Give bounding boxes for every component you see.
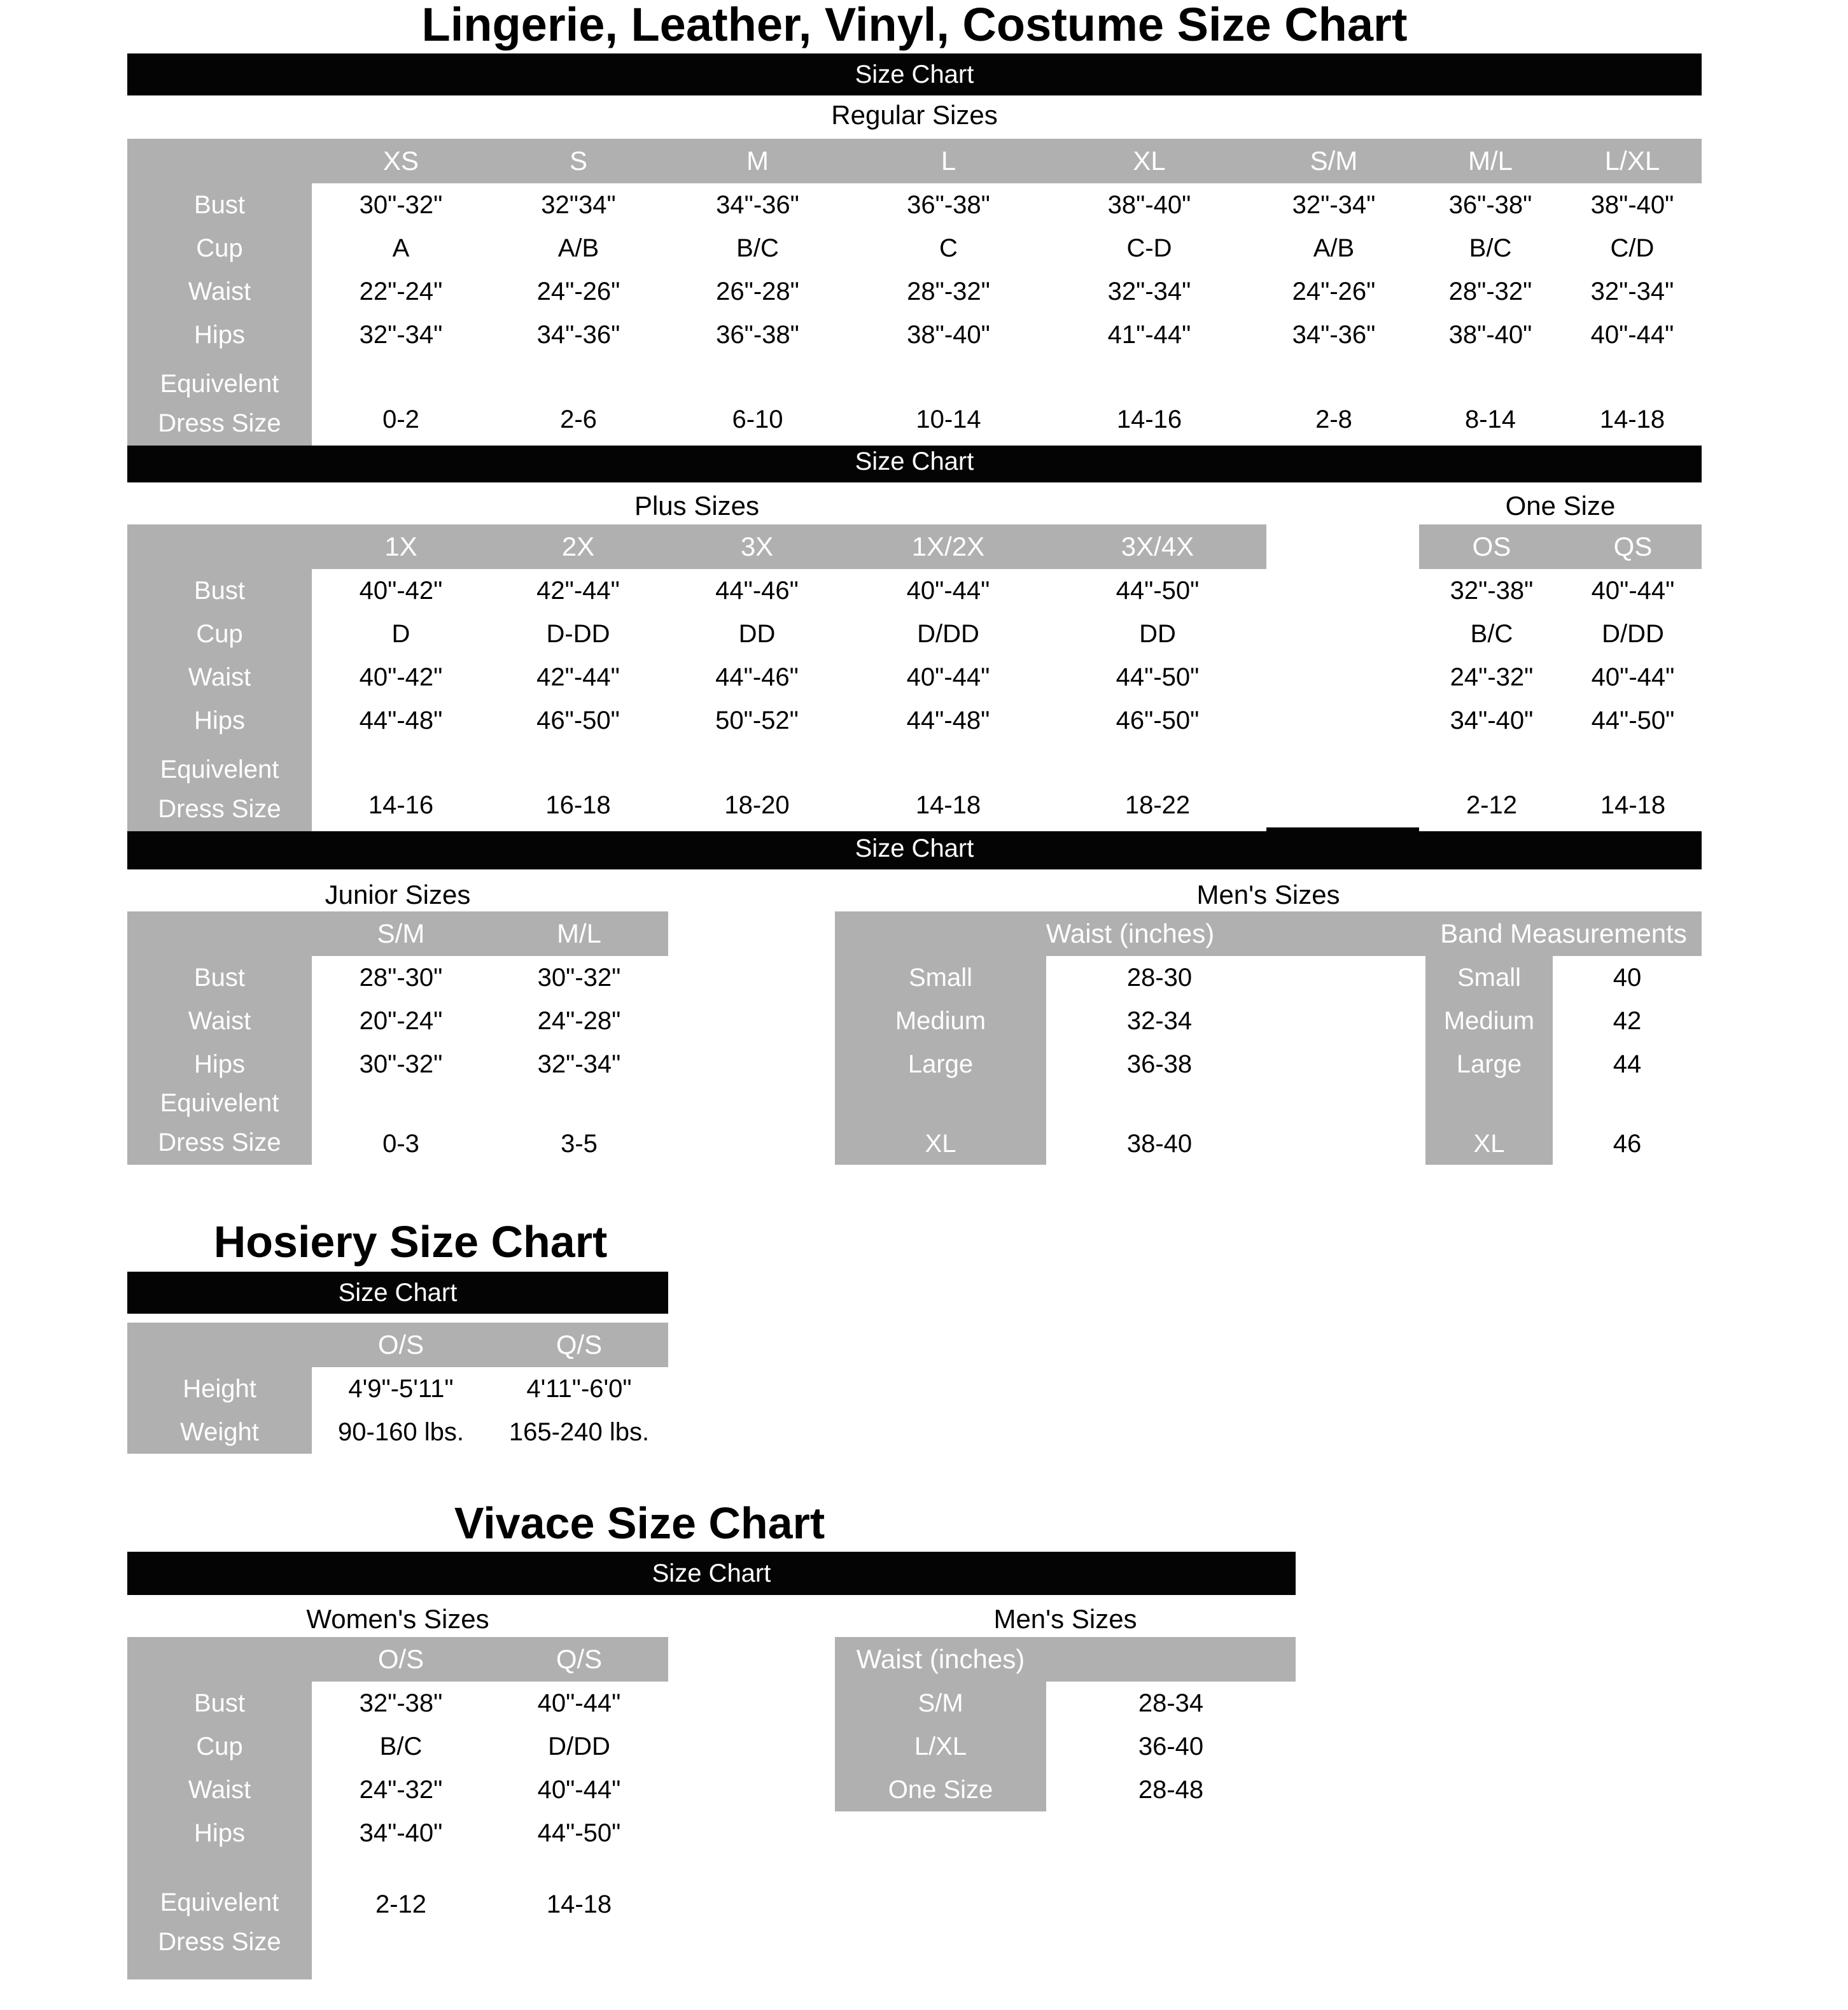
row-label: Cup xyxy=(127,227,312,270)
value-cell: 2-12 xyxy=(312,1855,490,1979)
row-label: Waist xyxy=(127,656,312,699)
corner-cell xyxy=(127,139,312,183)
value-cell: D/DD xyxy=(848,612,1049,656)
hosiery-table xyxy=(127,1323,668,1454)
row-label xyxy=(127,1086,312,1165)
value-cell: 28-30 xyxy=(1046,956,1273,999)
value-cell: B/C xyxy=(667,227,848,270)
mens-sizes-heading: Men's Sizes xyxy=(1196,880,1340,910)
value-cell: B/C xyxy=(1418,227,1563,270)
plus-sizes-heading: Plus Sizes xyxy=(634,491,760,521)
value-cell: 18-20 xyxy=(666,742,848,831)
column-header: XS xyxy=(312,139,490,183)
value-cell: 44"-50" xyxy=(490,1811,668,1855)
value-cell: B/C xyxy=(1419,612,1564,656)
value-cell: 0-3 xyxy=(312,1086,490,1165)
value-cell: 44"-48" xyxy=(312,699,490,742)
size-chart-bar: Size Chart xyxy=(127,827,1702,869)
value-cell: 44"-50" xyxy=(1049,656,1266,699)
value-cell: 30"-32" xyxy=(312,1043,490,1086)
filler-cell xyxy=(1273,999,1425,1043)
value-cell: 0-2 xyxy=(312,356,490,446)
row-label: L/XL xyxy=(835,1725,1046,1768)
value-cell: 32"-38" xyxy=(1419,569,1564,612)
corner-cell xyxy=(127,911,312,956)
value-cell: 46"-50" xyxy=(490,699,666,742)
value-cell: 44"-50" xyxy=(1564,699,1702,742)
row-label: Waist xyxy=(127,999,312,1043)
column-header: M/L xyxy=(1418,139,1563,183)
value-cell: 40"-44" xyxy=(1564,569,1702,612)
value-cell: 2-8 xyxy=(1250,356,1418,446)
value-cell: 16-18 xyxy=(490,742,666,831)
row-label: Bust xyxy=(127,1682,312,1725)
column-header: O/S xyxy=(312,1637,490,1682)
row-label xyxy=(127,1855,312,1979)
size-chart-bar: Size Chart xyxy=(127,1272,668,1314)
column-header: OS xyxy=(1419,524,1564,569)
column-header: L/XL xyxy=(1563,139,1702,183)
column-header: 1X xyxy=(312,524,490,569)
value-cell: 28-34 xyxy=(1046,1682,1296,1725)
value-cell: 44"-48" xyxy=(848,699,1049,742)
value-cell: 6-10 xyxy=(667,356,848,446)
value-cell: 40"-44" xyxy=(490,1682,668,1725)
vivace-mens-table xyxy=(835,1637,1296,1811)
corner-cell xyxy=(127,1637,312,1682)
row-label: Small xyxy=(1425,956,1553,999)
corner-cell xyxy=(127,1323,312,1367)
value-cell: B/C xyxy=(312,1725,490,1768)
value-cell: 30"-32" xyxy=(312,183,490,227)
size-chart-bar: Size Chart xyxy=(127,1552,1296,1595)
row-label xyxy=(127,742,312,831)
value-cell: 36"-38" xyxy=(1418,183,1563,227)
row-label: Weight xyxy=(127,1410,312,1454)
one-size-heading: One Size xyxy=(1505,491,1616,521)
row-label-line: Dress Size xyxy=(158,1928,281,1956)
value-cell: 32-34 xyxy=(1046,999,1273,1043)
value-cell: C-D xyxy=(1049,227,1250,270)
row-label: Hips xyxy=(127,313,312,356)
value-cell: 20"-24" xyxy=(312,999,490,1043)
column-header: S xyxy=(490,139,667,183)
row-label: Hips xyxy=(127,699,312,742)
value-cell: 32"-34" xyxy=(312,313,490,356)
value-cell: 46 xyxy=(1553,1086,1702,1165)
one-size-table xyxy=(1419,524,1702,831)
value-cell: 42"-44" xyxy=(490,656,666,699)
column-header: L xyxy=(848,139,1049,183)
value-cell: 40"-44" xyxy=(848,656,1049,699)
value-cell: 44"-50" xyxy=(1049,569,1266,612)
value-cell: 34"-36" xyxy=(490,313,667,356)
value-cell: DD xyxy=(666,612,848,656)
row-label: One Size xyxy=(835,1768,1046,1811)
value-cell: 24"-26" xyxy=(1250,270,1418,313)
size-chart-bar: Size Chart xyxy=(127,440,1702,482)
value-cell: A/B xyxy=(490,227,667,270)
value-cell: 38"-40" xyxy=(848,313,1049,356)
row-label-line: Equivelent xyxy=(160,370,279,398)
column-header: QS xyxy=(1564,524,1702,569)
row-label-line: Equivelent xyxy=(160,756,279,784)
value-cell: 40"-44" xyxy=(1563,313,1702,356)
row-label-line: Dress Size xyxy=(158,409,281,437)
value-cell: 32"-34" xyxy=(1563,270,1702,313)
value-cell: 14-18 xyxy=(1564,742,1702,831)
value-cell: 2-12 xyxy=(1419,742,1564,831)
row-label: Waist xyxy=(127,270,312,313)
row-label: Bust xyxy=(127,569,312,612)
value-cell: 8-14 xyxy=(1418,356,1563,446)
value-cell: 40"-44" xyxy=(848,569,1049,612)
value-cell: DD xyxy=(1049,612,1266,656)
row-label: Height xyxy=(127,1367,312,1410)
vivace-mens-heading: Men's Sizes xyxy=(993,1604,1137,1634)
value-cell: 165-240 lbs. xyxy=(490,1410,668,1454)
column-header: O/S xyxy=(312,1323,490,1367)
value-cell: 41"-44" xyxy=(1049,313,1250,356)
value-cell: 40"-44" xyxy=(490,1768,668,1811)
value-cell: 34"-40" xyxy=(1419,699,1564,742)
value-cell: D/DD xyxy=(490,1725,668,1768)
column-header: XL xyxy=(1049,139,1250,183)
vivace-womens-heading: Women's Sizes xyxy=(306,1604,489,1634)
value-cell: 32"-34" xyxy=(1049,270,1250,313)
row-label: XL xyxy=(835,1086,1046,1165)
column-header: 3X/4X xyxy=(1049,524,1266,569)
value-cell: D/DD xyxy=(1564,612,1702,656)
row-label: Cup xyxy=(127,1725,312,1768)
value-cell: 40"-42" xyxy=(312,569,490,612)
value-cell: 42"-44" xyxy=(490,569,666,612)
value-cell: D-DD xyxy=(490,612,666,656)
column-header: Band Measurements xyxy=(1425,911,1702,956)
value-cell: 30"-32" xyxy=(490,956,668,999)
filler-cell xyxy=(1046,1637,1296,1682)
value-cell: 34"-40" xyxy=(312,1811,490,1855)
column-header: M/L xyxy=(490,911,668,956)
column-header: 2X xyxy=(490,524,666,569)
value-cell: 38"-40" xyxy=(1418,313,1563,356)
regular-sizes-table xyxy=(127,139,1702,446)
value-cell: 36"-38" xyxy=(667,313,848,356)
row-label-line: Equivelent xyxy=(160,1888,279,1916)
value-cell: 32"34" xyxy=(490,183,667,227)
value-cell: 22"-24" xyxy=(312,270,490,313)
column-header: 3X xyxy=(666,524,848,569)
value-cell: 26"-28" xyxy=(667,270,848,313)
value-cell: 14-18 xyxy=(490,1855,668,1979)
row-label: Medium xyxy=(1425,999,1553,1043)
value-cell: 24"-26" xyxy=(490,270,667,313)
vivace-chart-title: Vivace Size Chart xyxy=(454,1498,825,1548)
row-label-line: Dress Size xyxy=(158,1128,281,1156)
size-chart-bar: Size Chart xyxy=(127,53,1702,95)
value-cell: 32"-34" xyxy=(490,1043,668,1086)
value-cell: 32"-34" xyxy=(1250,183,1418,227)
value-cell: 2-6 xyxy=(490,356,667,446)
value-cell: 50"-52" xyxy=(666,699,848,742)
junior-sizes-heading: Junior Sizes xyxy=(325,880,471,910)
value-cell: 18-22 xyxy=(1049,742,1266,831)
value-cell: 28"-32" xyxy=(848,270,1049,313)
column-header: Q/S xyxy=(490,1323,668,1367)
column-header: Waist (inches) xyxy=(835,911,1425,956)
row-label: Large xyxy=(835,1043,1046,1086)
value-cell: 24"-32" xyxy=(1419,656,1564,699)
value-cell: 40"-44" xyxy=(1564,656,1702,699)
value-cell: 40"-42" xyxy=(312,656,490,699)
value-cell: 24"-28" xyxy=(490,999,668,1043)
value-cell: 3-5 xyxy=(490,1086,668,1165)
row-label: Hips xyxy=(127,1043,312,1086)
value-cell: D xyxy=(312,612,490,656)
row-label: Cup xyxy=(127,612,312,656)
row-label: Bust xyxy=(127,956,312,999)
value-cell: 44 xyxy=(1553,1043,1702,1086)
vivace-womens-table xyxy=(127,1637,668,1979)
row-label: Hips xyxy=(127,1811,312,1855)
value-cell: C xyxy=(848,227,1049,270)
row-label xyxy=(127,356,312,446)
hosiery-chart-title: Hosiery Size Chart xyxy=(213,1217,608,1267)
page-title: Lingerie, Leather, Vinyl, Costume Size Chart xyxy=(421,0,1408,51)
value-cell: 36-40 xyxy=(1046,1725,1296,1768)
row-label: Medium xyxy=(835,999,1046,1043)
row-label-line: Dress Size xyxy=(158,795,281,823)
row-label: Small xyxy=(835,956,1046,999)
row-label-line: Equivelent xyxy=(160,1089,279,1117)
value-cell: 46"-50" xyxy=(1049,699,1266,742)
value-cell: 14-18 xyxy=(848,742,1049,831)
value-cell: 38"-40" xyxy=(1049,183,1250,227)
column-header: M xyxy=(667,139,848,183)
row-label: Waist xyxy=(127,1768,312,1811)
regular-sizes-heading: Regular Sizes xyxy=(831,100,998,130)
value-cell: 14-16 xyxy=(312,742,490,831)
value-cell: 36"-38" xyxy=(848,183,1049,227)
row-label: XL xyxy=(1425,1086,1553,1165)
row-label: Bust xyxy=(127,183,312,227)
value-cell: 14-18 xyxy=(1563,356,1702,446)
value-cell: 34"-36" xyxy=(667,183,848,227)
value-cell: C/D xyxy=(1563,227,1702,270)
filler-cell xyxy=(1273,956,1425,999)
corner-cell xyxy=(127,524,312,569)
value-cell: A xyxy=(312,227,490,270)
value-cell: 40 xyxy=(1553,956,1702,999)
value-cell: 42 xyxy=(1553,999,1702,1043)
value-cell: 14-16 xyxy=(1049,356,1250,446)
mens-sizes-table xyxy=(835,911,1702,1165)
value-cell: 44"-46" xyxy=(666,656,848,699)
value-cell: 28-48 xyxy=(1046,1768,1296,1811)
value-cell: 24"-32" xyxy=(312,1768,490,1811)
value-cell: 38"-40" xyxy=(1563,183,1702,227)
value-cell: 34"-36" xyxy=(1250,313,1418,356)
value-cell: 90-160 lbs. xyxy=(312,1410,490,1454)
value-cell: 36-38 xyxy=(1046,1043,1273,1086)
filler-cell xyxy=(1273,1043,1425,1086)
value-cell: 32"-38" xyxy=(312,1682,490,1725)
value-cell: 38-40 xyxy=(1046,1086,1273,1165)
value-cell: 28"-30" xyxy=(312,956,490,999)
column-header: Q/S xyxy=(490,1637,668,1682)
column-header: S/M xyxy=(312,911,490,956)
column-header: 1X/2X xyxy=(848,524,1049,569)
junior-sizes-table xyxy=(127,911,668,1165)
row-label: S/M xyxy=(835,1682,1046,1725)
value-cell: 44"-46" xyxy=(666,569,848,612)
row-label: Large xyxy=(1425,1043,1553,1086)
value-cell: 10-14 xyxy=(848,356,1049,446)
plus-sizes-table xyxy=(127,524,1266,831)
value-cell: A/B xyxy=(1250,227,1418,270)
filler-cell xyxy=(1273,1086,1425,1165)
value-cell: 4'9"-5'11" xyxy=(312,1367,490,1410)
value-cell: 28"-32" xyxy=(1418,270,1563,313)
column-header: Waist (inches) xyxy=(835,1637,1046,1682)
value-cell: 4'11"-6'0" xyxy=(490,1367,668,1410)
column-header: S/M xyxy=(1250,139,1418,183)
